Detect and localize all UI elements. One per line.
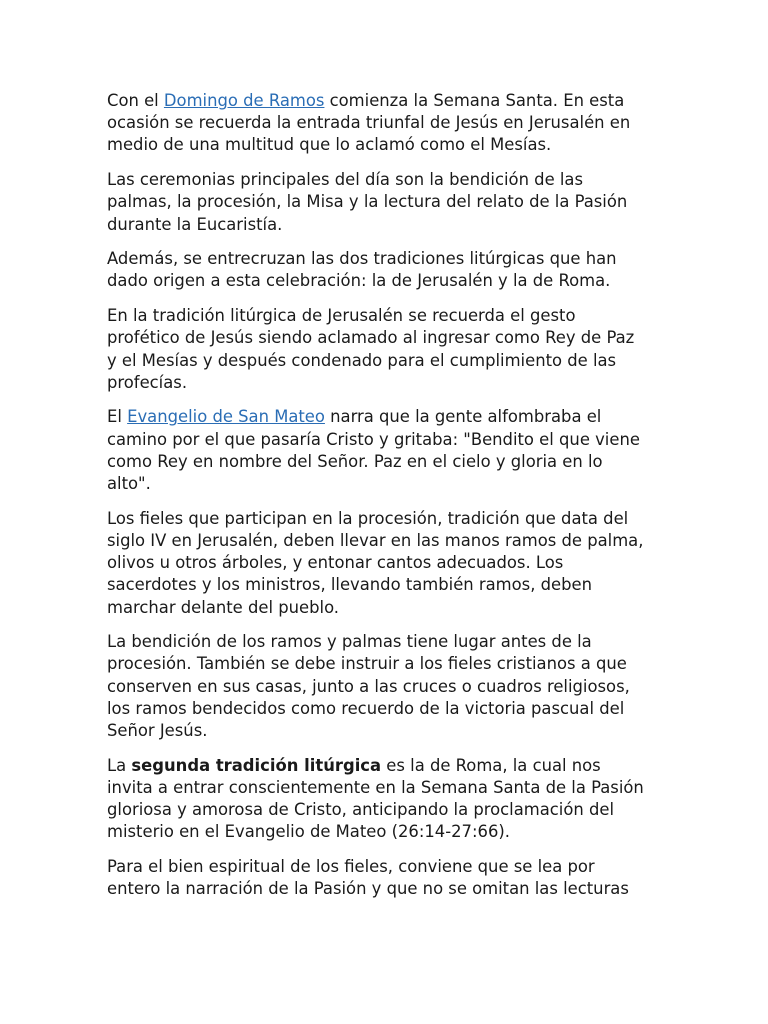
paragraph-8-text-end: es la de Roma, la cual nos invita a entrar conscientemente en la Semana Santa de la Pasión gloriosa y amorosa de Cristo, anticipando la proclamación del misterio en el Evangelio de Mateo (26:14-27:66). xyxy=(107,755,644,842)
paragraph-5-text-end: narra que la gente alfombraba el camino por el que pasaría Cristo y gritaba: "Bendito el que viene como Rey en nombre del Señor. Paz en el cielo y gloria en lo alto". xyxy=(107,407,640,494)
evangelio-san-mateo-link[interactable]: Evangelio de San Mateo xyxy=(127,407,325,427)
paragraph-8-text-start: La xyxy=(107,755,132,775)
paragraph-5-text-start: El xyxy=(107,407,128,427)
paragraph-7: La bendición de los ramos y palmas tiene lugar antes de la procesión. También se debe instruir a los fieles cristianos a que conserven en sus casas, junto a las cruces o cuadros religiosos, los ramos bendecidos como recuerdo de la victoria pascual del Señor Jesús. xyxy=(107,632,630,741)
paragraph-9: Para el bien espiritual de los fieles, conviene que se lea por entero la narración de la Pasión y que no se omitan las lecturas xyxy=(107,857,629,899)
domingo-de-ramos-link[interactable]: Domingo de Ramos xyxy=(163,91,325,110)
paragraph-1 xyxy=(107,90,647,157)
paragraph-5 xyxy=(107,406,647,495)
paragraph-4: En la tradición litúrgica de Jerusalén se recuerda el gesto profético de Jesús siendo aclamado al ingresar como Rey de Paz y el Mesías y después condenado para el cumplimiento de las profecías. xyxy=(107,306,635,392)
paragraph-3: Además, se entrecruzan las dos tradiciones litúrgicas que han dado origen a esta celebración: la de Jerusalén y la de Roma. xyxy=(107,249,617,291)
document-body xyxy=(107,90,647,913)
paragraph-2: Las ceremonias principales del día son la bendición de las palmas, la procesión, la Misa y la lectura del relato de la Pasión durante la Eucaristía. xyxy=(107,170,628,234)
segunda-tradicion-bold-text: segunda tradición litúrgica xyxy=(131,755,382,775)
paragraph-1-text-start: Con el xyxy=(107,91,164,110)
paragraph-8 xyxy=(107,755,647,844)
paragraph-6: Los fieles que participan en la procesión, tradición que data del siglo IV en Jerusalén, deben llevar en las manos ramos de palma, olivos u otros árboles, y entonar cantos adecuados. Los sacerdotes y los ministros, llevando también ramos, deben marchar delante del pueblo. xyxy=(107,508,644,617)
paragraph-1-text-end: comienza la Semana Santa. En esta ocasión se recuerda la entrada triunfal de Jesús en Jerusalén en medio de una multitud que lo aclamó como el Mesías. xyxy=(107,91,631,155)
